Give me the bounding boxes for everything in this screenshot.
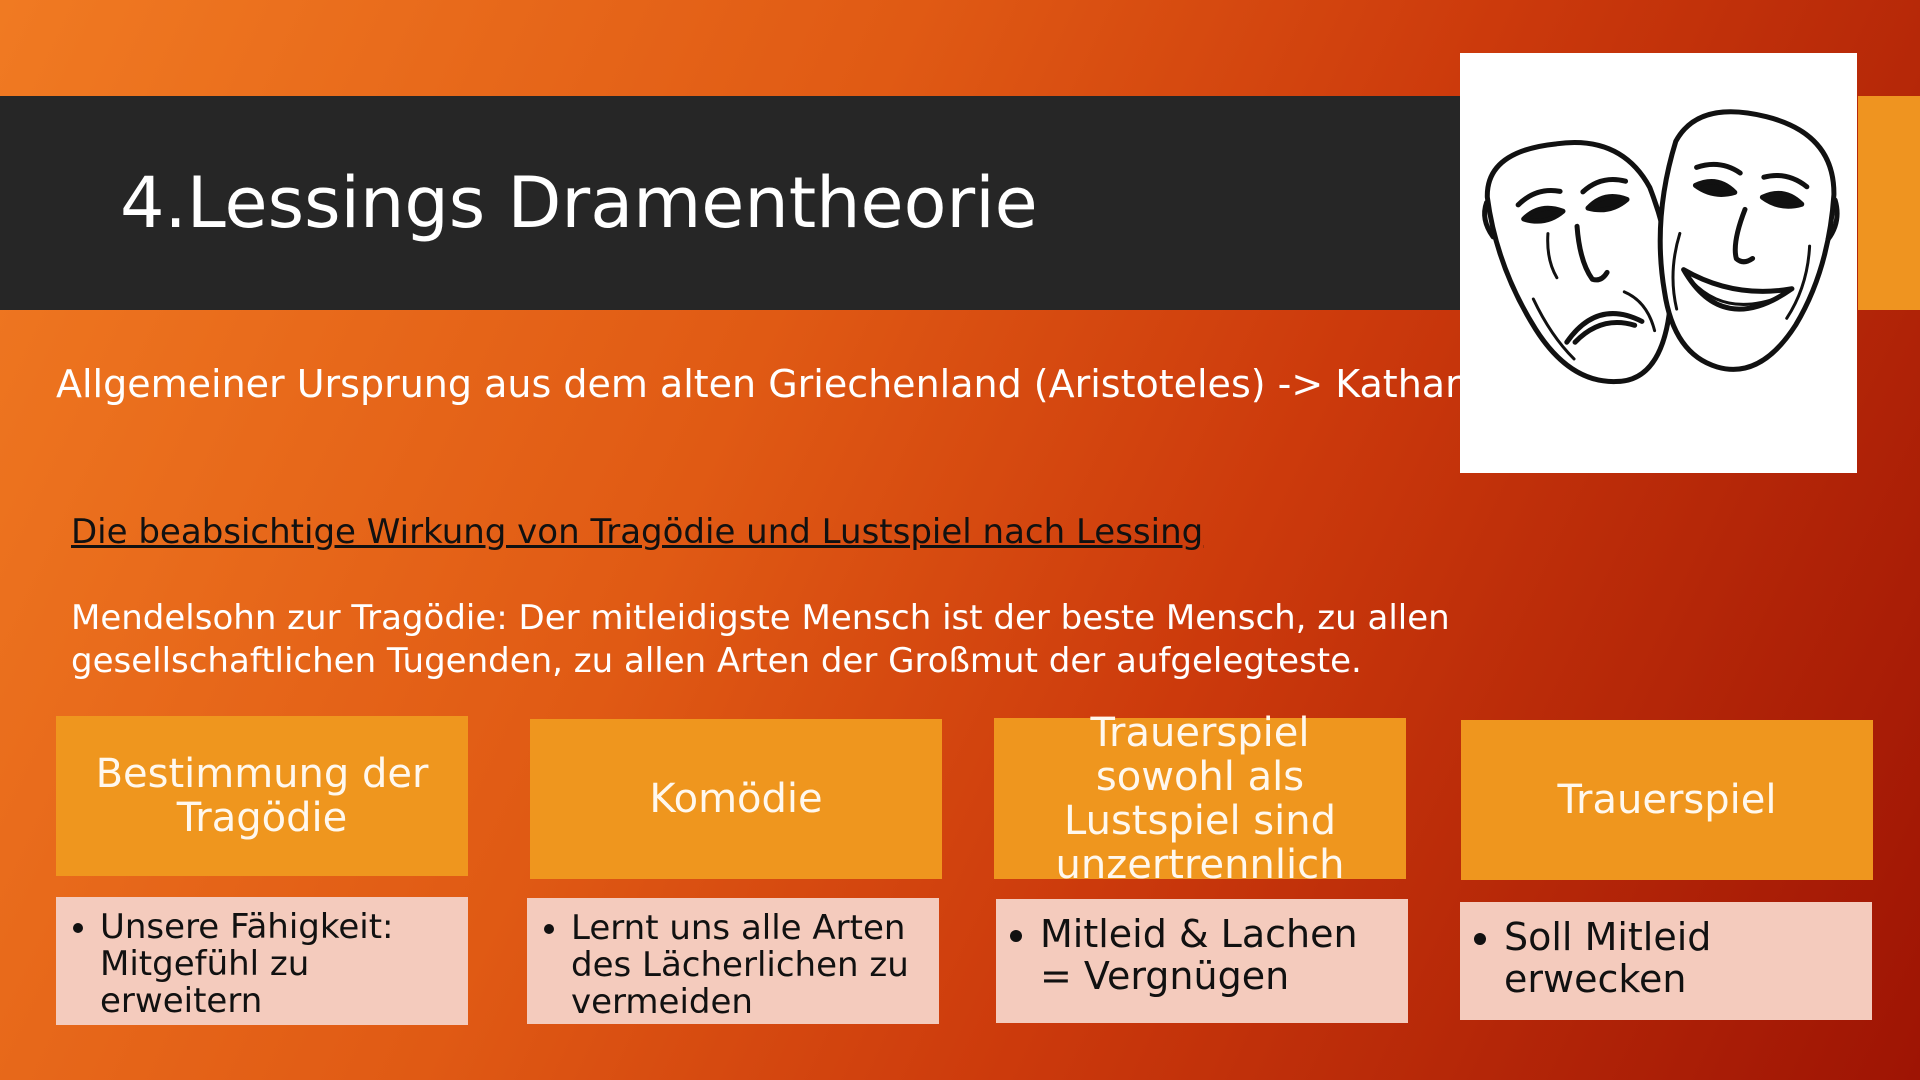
theater-masks-image <box>1460 53 1857 473</box>
subtitle: Allgemeiner Ursprung aus dem alten Griechenland (Aristoteles) -> Katharsis <box>56 362 1511 406</box>
title-accent-bar <box>1858 96 1920 310</box>
theater-masks-icon <box>1474 83 1844 443</box>
quote-text: Mendelsohn zur Tragödie: Der mitleidigste Mensch ist der beste Mensch, zu allen gesellschaftlichen Tugenden, zu allen Arten der Großmut der aufgelegteste. <box>71 598 1450 681</box>
card-body-bestimmung <box>56 897 468 1025</box>
card-body-komoedie <box>527 898 939 1024</box>
card-body-trauerspiel <box>1460 902 1872 1020</box>
card-bullet: • Soll Mitleid erwecken <box>1504 916 1854 1000</box>
card-heading-unzertrennlich: Trauerspiel sowohl als Lustspiel sind unzertrennlich <box>994 718 1406 879</box>
card-heading-bestimmung: Bestimmung der Tragödie <box>56 716 468 876</box>
section-heading: Die beabsichtige Wirkung von Tragödie und Lustspiel nach Lessing <box>71 512 1204 552</box>
card-bullet: • Unsere Fähigkeit: Mitgefühl zu erweitern <box>100 909 450 1020</box>
slide-title: 4.Lessings Dramentheorie <box>120 162 1038 244</box>
card-bullet: • Mitleid & Lachen = Vergnügen <box>1040 913 1390 997</box>
card-bullet: • Lernt uns alle Arten des Lächerlichen zu vermeiden <box>571 910 921 1021</box>
card-heading-trauerspiel: Trauerspiel <box>1461 720 1873 880</box>
card-heading-komoedie: Komödie <box>530 719 942 879</box>
card-body-unzertrennlich <box>996 899 1408 1023</box>
